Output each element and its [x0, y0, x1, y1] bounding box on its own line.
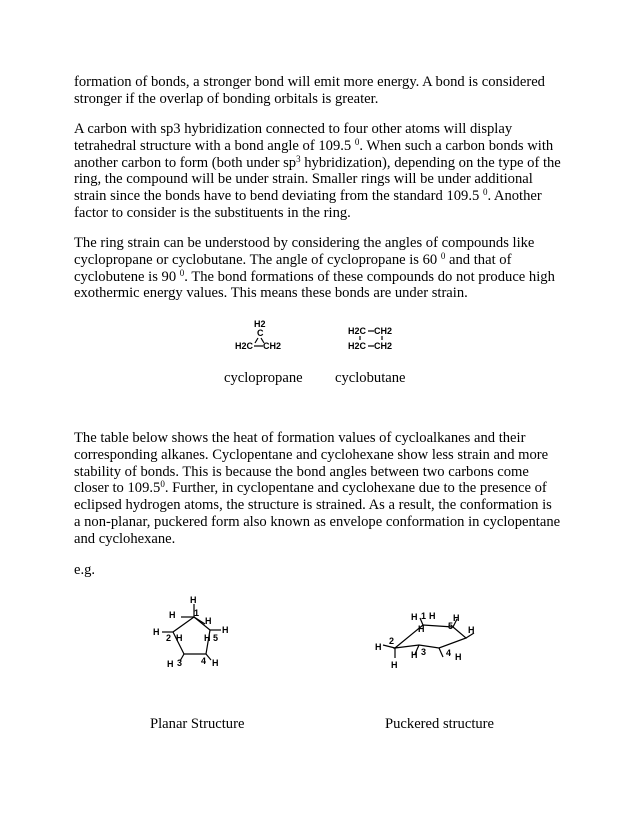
paragraph-2-line-5: strain since the bonds have to bend deviating from the standard 109.5 $^0$. Another: [74, 187, 542, 205]
paragraph-4-line-1: The table below shows the heat of formation values of cycloalkanes and their: [74, 430, 526, 446]
planar-num-4: 4: [201, 656, 207, 666]
planar-structure: [148, 590, 238, 672]
cyclopropane-h2-top: H2: [254, 319, 266, 329]
cyclopropane-c: C: [257, 328, 264, 338]
planar-bond-c4-h: [206, 654, 211, 660]
planar-num-3: 3: [177, 658, 183, 668]
puckered-num-1: 1: [421, 611, 427, 621]
cyclobutane-ch2-bottom-right: CH2: [374, 341, 393, 351]
paragraph-1-line-2: stronger if the overlap of bonding orbitals is greater.: [74, 90, 379, 107]
planar-num-5: 5: [213, 633, 219, 643]
paragraph-2-line-2: tetrahedral structure with a bond angle of 109.5 $^0$. When such a carbon bonds with: [74, 136, 554, 154]
paragraph-3-line-2: cyclopropane or cyclobutane. The angle of cyclopropane is 60 $^0$ and that of: [74, 250, 512, 268]
cyclopropane-bond-left: [255, 338, 258, 343]
planar-h2: H: [153, 627, 160, 637]
paragraph-2-line-3: another carbon to form (both under $sp^3$ hybridization), depending on the type of the: [74, 153, 561, 171]
cyclobutane-h2c-bottom-left: H2C: [348, 341, 367, 351]
planar-h-top: H: [190, 595, 197, 605]
planar-num-1: 1: [194, 608, 200, 618]
puckered-h3: H: [411, 650, 418, 660]
planar-h5a: H: [204, 633, 211, 643]
planar-h2b: H: [176, 633, 183, 643]
planar-h1b: H: [205, 616, 212, 626]
planar-h1a: H: [169, 610, 176, 620]
cyclopropane-h2c-left: H2C: [235, 341, 254, 351]
paragraph-4: [74, 430, 564, 548]
planar-h3: H: [167, 659, 174, 669]
cyclobutane-ch2-top-right: CH2: [374, 326, 393, 336]
puckered-num-3: 3: [421, 647, 427, 657]
paragraph-3-line-3: cyclobutene is 90 $^0$. The bond formations of these compounds do not produce high: [74, 267, 555, 285]
cyclopropane-ch2-right: CH2: [263, 341, 282, 351]
paragraph-3: [74, 235, 564, 302]
puckered-num-5: 5: [448, 621, 454, 631]
paragraph-2-line-6: factor to consider is the substituents in the ring.: [74, 204, 351, 221]
cyclobutane-structure: [346, 323, 406, 355]
planar-num-2: 2: [166, 633, 172, 643]
paragraph-3-line-4: exothermic energy values. This means these bonds are under strain.: [74, 285, 468, 302]
cyclobutane-h2c-top-left: H2C: [348, 326, 367, 336]
puckered-h-mid: H: [418, 624, 425, 634]
cyclobutane-caption: cyclobutane: [335, 370, 406, 386]
puckered-h5a: H: [453, 613, 460, 623]
puckered-ring: [395, 625, 466, 648]
planar-bond-c1-h-right: [194, 617, 205, 624]
cyclopropane-caption: cyclopropane: [224, 370, 303, 386]
puckered-h4: H: [455, 652, 462, 662]
puckered-structure: [373, 605, 483, 671]
paragraph-2-line-1: A carbon with sp3 hybridization connected to four other atoms will display: [74, 121, 513, 137]
eg-label: e.g.: [74, 562, 96, 578]
paragraph-4-line-4: closer to 109.5$^0$. Further, in cyclopentane and cyclohexane due to the presence of: [74, 479, 547, 497]
paragraph-4-line-7: and cyclohexane.: [74, 530, 176, 547]
puckered-num-2: 2: [389, 636, 395, 646]
paragraph-2: [74, 121, 564, 222]
planar-h4: H: [212, 658, 219, 668]
paragraph-1: [74, 74, 564, 108]
puckered-num-4: 4: [446, 648, 452, 658]
paragraph-3-line-1: The ring strain can be understood by considering the angles of compounds like: [74, 235, 535, 251]
paragraph-4-line-5: eclipsed hydrogen atoms, the structure is strained. As a result, the conformation is: [74, 497, 552, 514]
planar-h5b: H: [222, 625, 229, 635]
paragraph-1-line-1: formation of bonds, a stronger bond will emit more energy. A bond is considered: [74, 74, 545, 90]
paragraph-2-line-4: ring, the compound will be under strain. Smaller rings will be under additional: [74, 171, 533, 188]
paragraph-4-line-6: a non-planar, puckered form also known as envelope conformation in cyclopentane: [74, 513, 561, 530]
cyclopropane-structure: [232, 316, 282, 356]
puckered-h1a: H: [411, 612, 418, 622]
paragraph-4-line-2: corresponding alkanes. Cyclopentane and cyclohexane show less strain and more: [74, 446, 549, 463]
planar-caption: Planar Structure: [150, 716, 245, 732]
puckered-h5b: H: [468, 625, 475, 635]
puckered-h1b: H: [429, 611, 436, 621]
puckered-h2b: H: [391, 660, 398, 670]
paragraph-4-line-3: stability of bonds. This is because the bond angles between two carbons come: [74, 463, 529, 480]
puckered-caption: Puckered structure: [385, 716, 495, 732]
puckered-h2: H: [375, 642, 382, 652]
puckered-bond-c4-h: [439, 648, 443, 657]
